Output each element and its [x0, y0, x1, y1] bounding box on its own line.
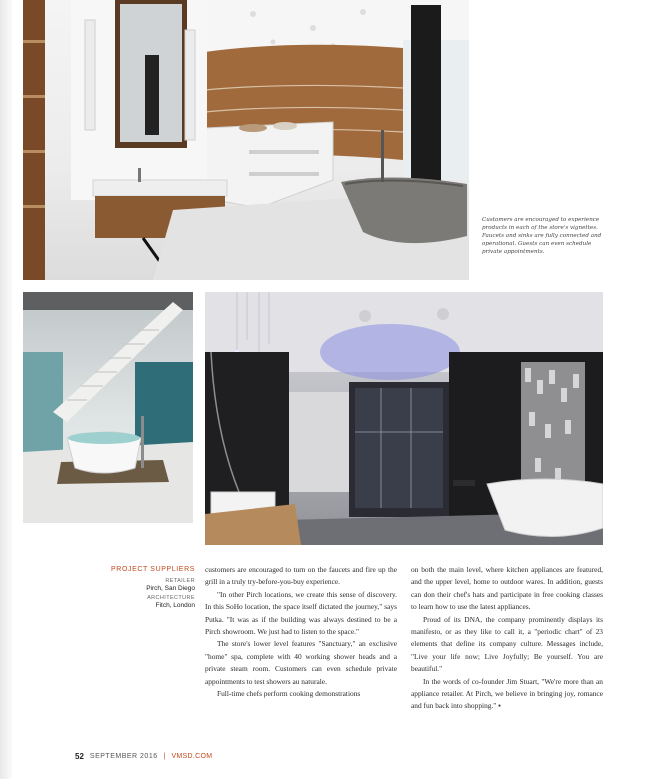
- footer-separator: |: [163, 753, 166, 760]
- project-suppliers: [100, 566, 195, 612]
- showroom-photo: [23, 0, 469, 280]
- paragraph: Full-time chefs perform cooking demonstrations: [217, 689, 361, 699]
- paragraph: on both the main level, where kitchen appliances are featured, and the upper level, home to outdoor wares. In addition, guests can don their chef's hats and participate in free cooking classes to learn how to use the latest appliances.: [411, 565, 603, 612]
- supplier-label: RETAILER: [165, 578, 195, 584]
- spa-illustration: [205, 292, 603, 545]
- article-column-2: [411, 564, 603, 713]
- suppliers-heading: PROJECT SUPPLIERS: [111, 566, 195, 573]
- website-link[interactable]: VMSD.COM: [171, 753, 213, 760]
- paragraph: Proud of its DNA, the company prominently displays its manifesto, or as they like to call it, a "periodic chart" of 23 elements that define its company culture. Messages include, "Live your life now; Live Joyfully; Be yourself. You are beautiful.": [411, 614, 603, 674]
- paragraph: customers are encouraged to turn on the faucets and fire up the grill in a truly try-before-you-buy experience.: [205, 565, 397, 587]
- paragraph: "In other Pirch locations, we create this sense of discovery. In this SoHo location, the space itself dictated the journey," says Putka. "It was as if the building was always destined to be a Pirch showroom. We just had to listen to the space.": [205, 589, 397, 637]
- supplier-label: ARCHITECTURE: [147, 595, 195, 601]
- showroom-illustration: [23, 0, 469, 280]
- paragraph: The store's lower level features "Sanctuary," an exclusive "home" spa, complete with 40 working shower heads and a private steam room. Customers can even schedule private appointments to test showers au naturale.: [205, 639, 397, 686]
- staircase-illustration: [23, 292, 193, 523]
- page-number: 52: [75, 752, 84, 761]
- page-footer: [75, 752, 212, 761]
- supplier-name: Pirch, San Diego: [146, 585, 195, 592]
- issue-date: SEPTEMBER 2016: [89, 753, 158, 760]
- supplier-name: Fitch, London: [155, 602, 195, 609]
- article-column-1: [205, 564, 397, 700]
- staircase-photo: [23, 292, 193, 523]
- spa-photo: [205, 292, 603, 545]
- page-gutter: [0, 0, 12, 779]
- paragraph: In the words of co-founder Jim Stuart, "We're more than an appliance retailer. At Pirch, we believe in bringing joy, romance and fun back into shopping." ▪: [411, 676, 603, 711]
- photo-caption: Customers are encouraged to experience products in each of the store's vignettes. Faucets and sinks are fully connected and operational. Guests can even schedule private appointments.: [482, 217, 602, 255]
